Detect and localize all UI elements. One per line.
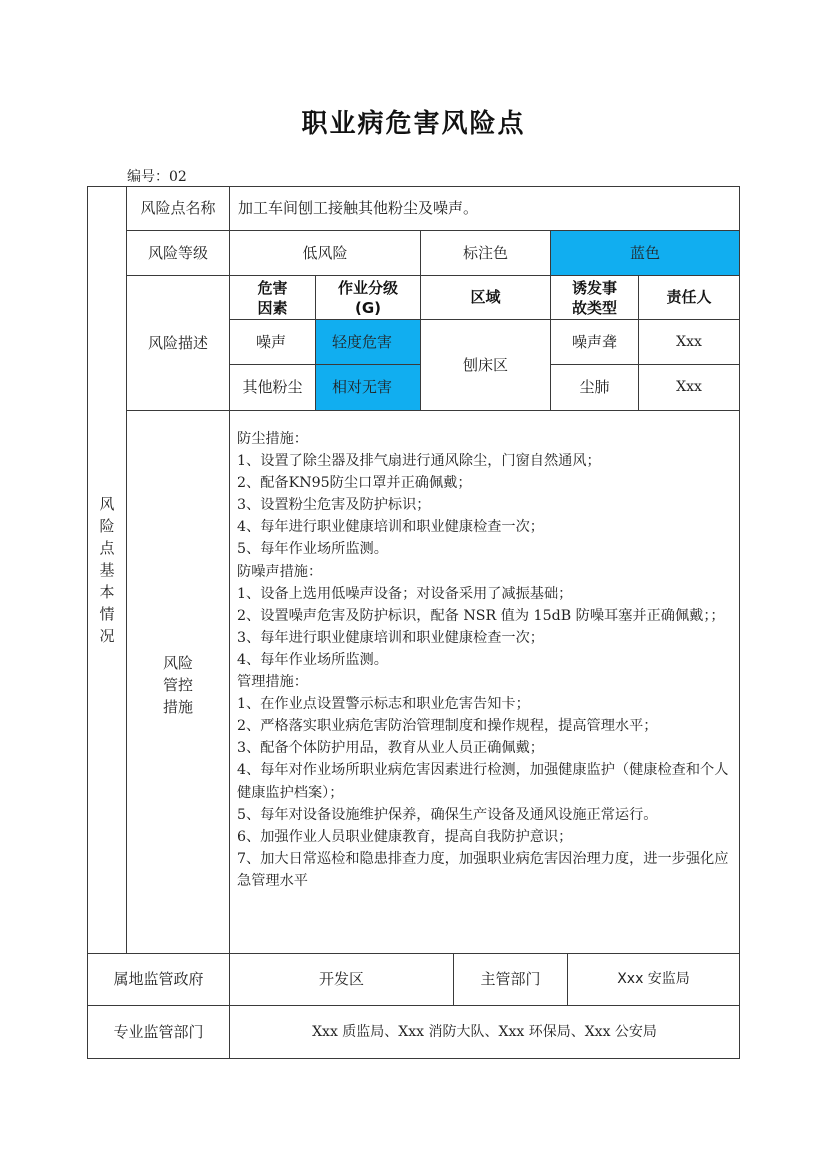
accident-1: 噪声聋 bbox=[571, 332, 617, 351]
gov-label: 属地监管政府 bbox=[113, 970, 204, 989]
header-accident: 诱发事 故类型 bbox=[571, 278, 617, 317]
risk-level-label: 风险等级 bbox=[147, 243, 208, 262]
hazard-1: 噪声 bbox=[256, 332, 287, 351]
grade-value-2: 相对无害 bbox=[332, 378, 393, 397]
measure-line: 2、配备KN95防尘口罩并正确佩戴； bbox=[237, 475, 472, 492]
measure-line: 5、每年作业场所监测。 bbox=[237, 541, 388, 558]
measure-line: 7、加大日常巡检和隐患排查力度，加强职业病危害因治理力度，进一步强化应急管理水平 bbox=[237, 850, 729, 889]
side-char: 基 bbox=[99, 561, 115, 579]
grade-value-1: 轻度危害 bbox=[332, 332, 393, 351]
risk-name-value: 加工车间刨工接触其他粉尘及噪声。 bbox=[238, 199, 479, 218]
measure-line: 3、设置粉尘危害及防护标识； bbox=[237, 497, 431, 514]
side-char: 风 bbox=[99, 495, 115, 513]
measure-line: 5、每年对设备设施维护保养，确保生产设备及通风设施正常运行。 bbox=[237, 806, 658, 823]
side-char: 本 bbox=[99, 583, 115, 601]
measure-line: 管理措施： bbox=[237, 674, 308, 691]
color-value: 蓝色 bbox=[629, 243, 660, 262]
dept-label: 主管部门 bbox=[480, 970, 541, 989]
side-label bbox=[88, 490, 126, 650]
color-value-cell bbox=[551, 231, 739, 275]
side-char: 险 bbox=[99, 517, 115, 535]
area-value: 刨床区 bbox=[462, 355, 508, 374]
measure-line: 1、设置了除尘器及排气扇进行通风除尘，门窗自然通风； bbox=[237, 453, 601, 470]
side-char: 点 bbox=[99, 539, 115, 557]
measure-line: 4、每年对作业场所职业病危害因素进行检测，加强健康监护（健康检查和个人健康监护档案）； bbox=[237, 762, 729, 801]
header-person: 责任人 bbox=[666, 288, 712, 307]
page-title: 职业病危害风险点 bbox=[301, 109, 526, 139]
measure-line: 防噪声措施： bbox=[237, 563, 323, 580]
header-hazard: 危害 因素 bbox=[257, 278, 288, 317]
gov-value: 开发区 bbox=[318, 970, 364, 989]
measure-line: 1、设备上选用低噪声设备；对设备采用了减振基础； bbox=[237, 585, 573, 602]
measure-line: 4、每年进行职业健康培训和职业健康检查一次； bbox=[237, 519, 544, 536]
measure-line: 2、设置噪声危害及防护标识，配备 NSR 值为 15dB 防噪耳塞并正确佩戴；； bbox=[237, 607, 725, 624]
measure-line: 6、加强作业人员职业健康教育，提高自我防护意识； bbox=[237, 828, 573, 845]
control-label-line: 风险 bbox=[162, 654, 193, 672]
measure-line: 1、在作业点设置警示标志和职业危害告知卡； bbox=[237, 696, 530, 713]
person-2: Xxx bbox=[676, 379, 702, 396]
serial-number: 编号：02 bbox=[127, 169, 187, 185]
measure-line: 3、配备个体防护用品，教育从业人员正确佩戴； bbox=[237, 740, 544, 757]
risk-level-value: 低风险 bbox=[302, 243, 348, 262]
hazard-2: 其他粉尘 bbox=[242, 378, 303, 397]
side-char: 情 bbox=[99, 605, 115, 623]
dept-value: Xxx 安监局 bbox=[617, 971, 690, 988]
person-1: Xxx bbox=[676, 333, 702, 350]
control-measures bbox=[237, 428, 734, 892]
measure-line: 2、严格落实职业病危害防治管理制度和操作规程，提高管理水平； bbox=[237, 718, 658, 735]
risk-name-label: 风险点名称 bbox=[140, 199, 216, 218]
color-label: 标注色 bbox=[462, 243, 508, 262]
accident-2: 尘肺 bbox=[579, 378, 610, 397]
header-area: 区域 bbox=[470, 288, 501, 307]
grade-cell-2 bbox=[316, 365, 420, 410]
control-label bbox=[127, 640, 229, 730]
measure-line: 4、每年作业场所监测。 bbox=[237, 651, 388, 668]
control-label-line: 管控 bbox=[162, 676, 193, 694]
control-label-line: 措施 bbox=[162, 698, 193, 716]
measure-line: 3、每年进行职业健康培训和职业健康检查一次； bbox=[237, 629, 544, 646]
grade-cell-1 bbox=[316, 320, 420, 364]
description-label: 风险描述 bbox=[147, 333, 208, 352]
measure-line: 防尘措施： bbox=[237, 431, 308, 447]
side-char: 况 bbox=[99, 627, 115, 645]
header-grade: 作业分级 (G) bbox=[337, 278, 398, 317]
prof-value: Xxx 质监局、Xxx 消防大队、Xxx 环保局、Xxx 公安局 bbox=[312, 1023, 657, 1040]
prof-label: 专业监管部门 bbox=[113, 1022, 204, 1041]
